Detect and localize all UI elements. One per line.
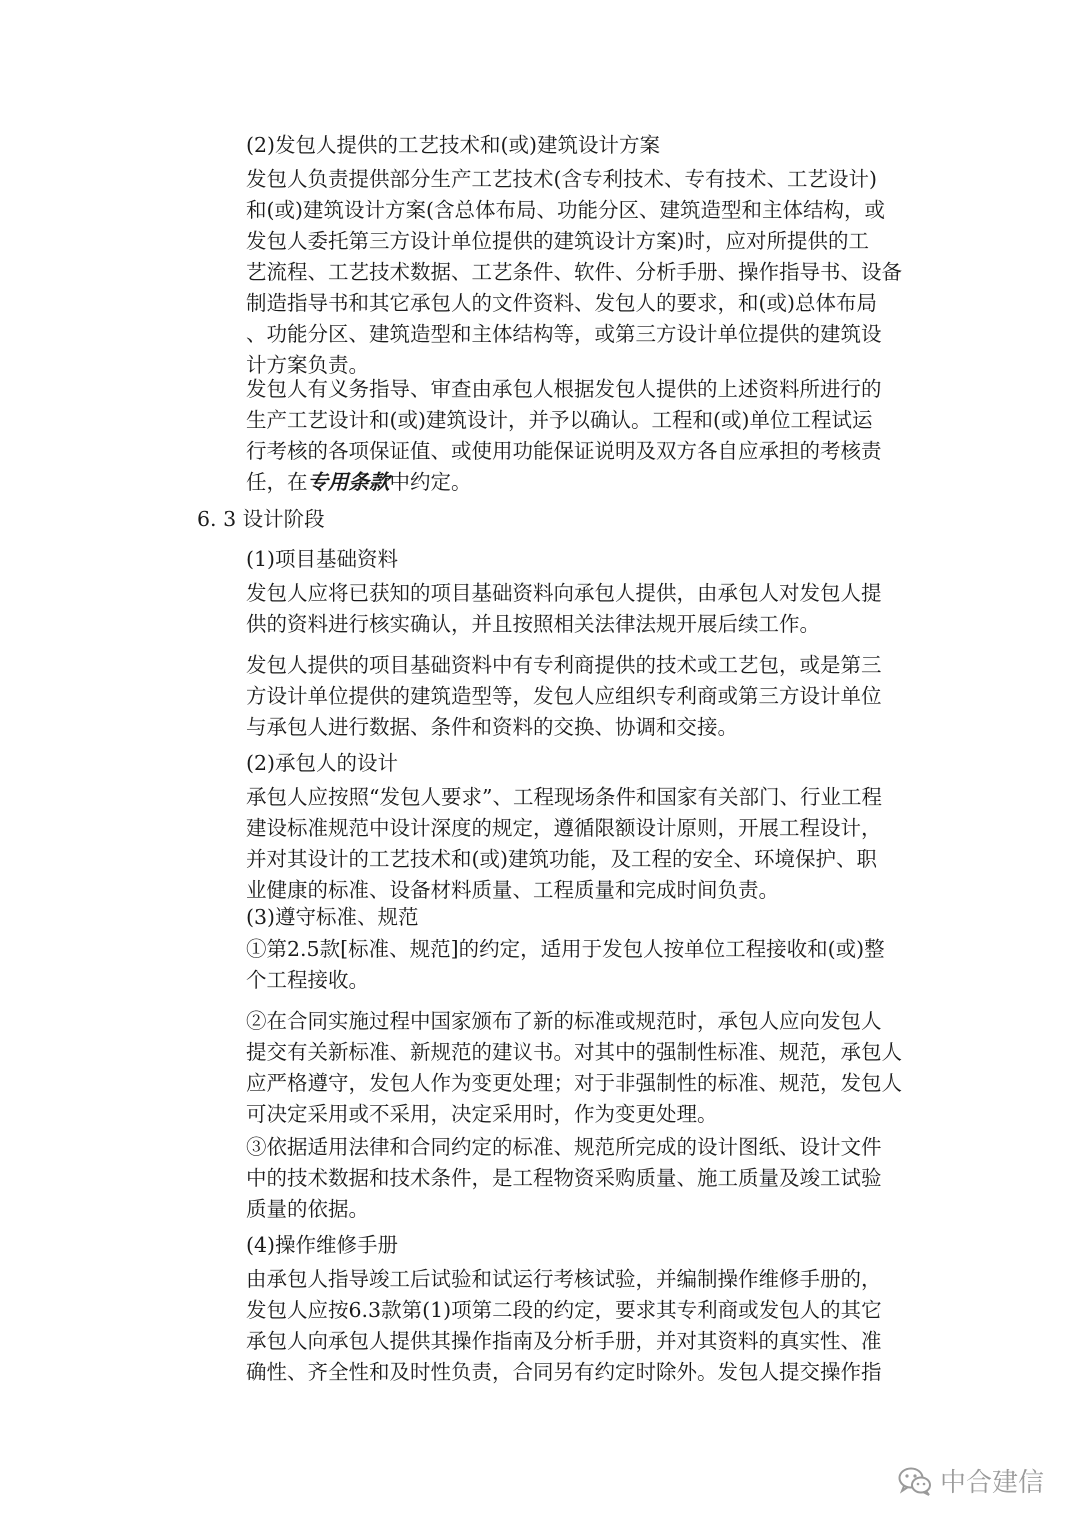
text-line: 并对其设计的工艺技术和(或)建筑功能，及工程的安全、环境保护、职 <box>246 847 877 871</box>
paragraph-guidance-and-review <box>246 374 922 498</box>
text-line: 供的资料进行核实确认，并且按照相关法律法规开展后续工作。 <box>246 612 820 636</box>
text-line: 由承包人指导竣工后试验和试运行考核试验，并编制操作维修手册的， <box>246 1267 882 1291</box>
paragraph-patent-coordination <box>246 650 922 743</box>
text-line: 计方案负责。 <box>246 353 369 377</box>
emphasis-special-terms: 专用条款 <box>307 470 390 494</box>
text-line: 生产工艺设计和(或)建筑设计，并予以确认。工程和(或)单位工程试运 <box>246 408 873 432</box>
text-line: 发包人应将已获知的项目基础资料向承包人提供，由承包人对发包人提 <box>246 581 882 605</box>
text-line: 方设计单位提供的建筑造型等，发包人应组织专利商或第三方设计单位 <box>246 684 882 708</box>
section-heading-6-3: 6. 3 设计阶段 <box>197 507 325 531</box>
text-line: 质量的依据。 <box>246 1197 369 1221</box>
subsection-heading-1-basic-data: (1)项目基础资料 <box>246 547 399 571</box>
text-line: 和(或)建筑设计方案(含总体布局、功能分区、建筑造型和主体结构，或 <box>246 198 885 222</box>
text-line <box>246 467 922 498</box>
subsection-heading-4-manual: (4)操作维修手册 <box>246 1233 399 1257</box>
paragraph-basic-data-provision <box>246 578 922 640</box>
text-line: 中的技术数据和技术条件，是工程物资采购质量、施工质量及竣工试验 <box>246 1166 882 1190</box>
text-line: 发包人委托第三方设计单位提供的建筑设计方案)时，应对所提供的工 <box>246 229 869 253</box>
watermark-text: 中合建信 <box>939 1468 1044 1498</box>
text-line: 发包人负责提供部分生产工艺技术(含专利技术、专有技术、工艺设计) <box>246 167 877 191</box>
text-line: ②在合同实施过程中国家颁布了新的标准或规范时，承包人应向发包人 <box>246 1009 882 1033</box>
text-fragment: 中约定。 <box>389 470 472 494</box>
subsection-heading-2-contractor-design: (2)承包人的设计 <box>246 751 399 775</box>
text-line: 发包人提供的项目基础资料中有专利商提供的技术或工艺包，或是第三 <box>246 653 882 677</box>
text-line: 个工程接收。 <box>246 968 369 992</box>
text-line: 、功能分区、建筑造型和主体结构等，或第三方设计单位提供的建筑设 <box>246 322 882 346</box>
text-line: 与承包人进行数据、条件和资料的交换、协调和交接。 <box>246 715 738 739</box>
watermark <box>898 1462 1044 1499</box>
list-item-standards-1 <box>246 934 922 996</box>
paragraph-operation-manual <box>246 1264 922 1388</box>
subsection-heading-3-standards: (3)遵守标准、规范 <box>246 905 419 929</box>
text-line: ①第2.5款[标准、规范]的约定，适用于发包人按单位工程接收和(或)整 <box>246 937 885 961</box>
text-line: 应严格遵守，发包人作为变更处理；对于非强制性的标准、规范，发包人 <box>246 1071 902 1095</box>
paragraph-process-tech-responsibility <box>246 164 922 381</box>
paragraph-contractor-design <box>246 782 922 906</box>
text-line: 制造指导书和其它承包人的文件资料、发包人的要求，和(或)总体布局 <box>246 291 877 315</box>
text-line: 发包人应按6.3款第(1)项第二段的约定，要求其专利商或发包人的其它 <box>246 1298 882 1322</box>
text-line: 提交有关新标准、新规范的建议书。对其中的强制性标准、规范，承包人 <box>246 1040 902 1064</box>
list-item-standards-2 <box>246 1006 922 1130</box>
text-line: ③依据适用法律和合同约定的标准、规范所完成的设计图纸、设计文件 <box>246 1135 882 1159</box>
text-line: 业健康的标准、设备材料质量、工程质量和完成时间负责。 <box>246 878 779 902</box>
wechat-icon <box>898 1466 932 1496</box>
text-fragment: 任，在 <box>246 470 308 494</box>
text-line: 建设标准规范中设计深度的规定，遵循限额设计原则，开展工程设计， <box>246 816 882 840</box>
text-line: 可决定采用或不采用，决定采用时，作为变更处理。 <box>246 1102 718 1126</box>
text-line: 确性、齐全性和及时性负责，合同另有约定时除外。发包人提交操作指 <box>246 1360 882 1384</box>
text-line: 发包人有义务指导、审查由承包人根据发包人提供的上述资料所进行的 <box>246 377 882 401</box>
text-line: 艺流程、工艺技术数据、工艺条件、软件、分析手册、操作指导书、设备 <box>246 260 902 284</box>
subsection-heading-2-process-tech: (2)发包人提供的工艺技术和(或)建筑设计方案 <box>246 133 661 157</box>
text-line: 承包人向承包人提供其操作指南及分析手册，并对其资料的真实性、准 <box>246 1329 882 1353</box>
list-item-standards-3 <box>246 1132 922 1225</box>
text-line: 承包人应按照“发包人要求”、工程现场条件和国家有关部门、行业工程 <box>246 785 882 809</box>
text-line: 行考核的各项保证值、或使用功能保证说明及双方各自应承担的考核责 <box>246 439 882 463</box>
